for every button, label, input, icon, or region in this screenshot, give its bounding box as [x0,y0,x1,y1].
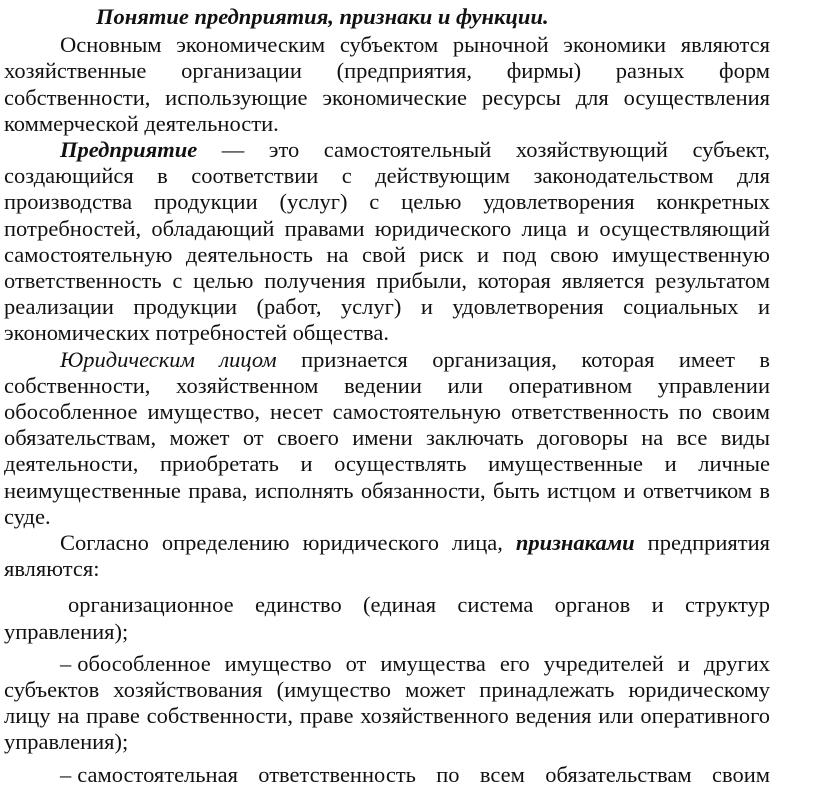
list-item-organizational-unity: организационное единство (единая система органов и структур управления); [4,592,770,644]
features-intro-tail: предприятия являются: [4,530,770,582]
paragraph-features-intro [4,530,770,582]
section-heading: Понятие предприятия, признаки и функции. [96,4,549,29]
term-legal-entity: Юридическим лицом [60,346,277,372]
paragraph-legal-entity [4,347,770,530]
term-enterprise: Предприятие [60,137,198,163]
separate-property-text: обособленное имущество от имущества его учредителей и других субъектов хозяйствования (имущество может принадлежать юридическому лицу на праве собственности, праве хозяйственного ведения или оперативного управления); [4,650,770,755]
list-item-separate-property [4,651,770,756]
features-intro-text: Согласно определению юридического лица, [60,530,516,556]
legal-entity-text: признается организация, которая имеет в собственности, хозяйственном ведении или оперативном управлении обособленное имущество, несет самостоятельную ответственность по своим обязательствам, может от своего имени заключать договоры на все виды деятельности, приобретать и осуществлять имущественные и личные неимущественные права, исполнять обязанности, быть истцом и ответчиком в суде. [4,346,770,529]
list-dash: – [60,761,72,787]
list-dash: – [60,650,72,676]
paragraph-economic-subject: Основным экономическим субъектом рыночной экономики являются хозяйственные организации (предприятия, фирмы) разных форм собственности, использующие экономические ресурсы для осуществления коммерческой деятельности. [4,32,770,136]
paragraph-enterprise-definition [4,137,770,347]
enterprise-definition-text: — это самостоятельный хозяйствующий субъект, создающийся в соответствии с действующим законодательством для производства продукции (услуг) с целью удовлетворения конкретных потребностей, обладающий правами юридического лица и осуществляющий самостоятельную деятельность на свой риск и под свою имущественную ответственность с целью получения прибыли, которая является результатом реализации продукции (работ, услуг) и удовлетворения социальных и экономических потребностей общества. [4,137,770,346]
term-features: признаками [515,530,635,556]
independent-liability-text: самостоятельная ответственность по всем обязательствам своим [77,761,770,787]
list-item-independent-liability [4,762,770,788]
